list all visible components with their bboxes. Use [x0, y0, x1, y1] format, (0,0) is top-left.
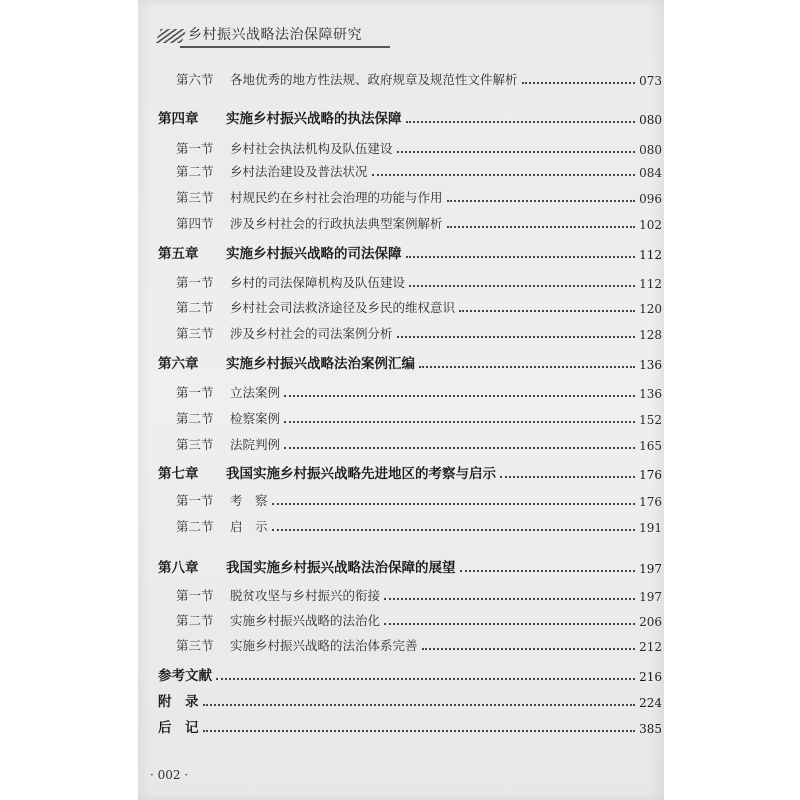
toc-entry-number: 第二节 [176, 164, 214, 179]
toc-entry-number: 第二节 [176, 411, 214, 426]
toc-entry-title: 我国实施乡村振兴战略法治保障的展望 [226, 560, 456, 576]
toc-dot-leader [397, 151, 636, 153]
toc-section-entry [176, 68, 662, 88]
toc-entry-title: 实施乡村振兴战略的法治化 [230, 613, 381, 628]
toc-chapter-entry [158, 352, 662, 372]
toc-entry-page: 197 [639, 590, 662, 604]
toc-entry-title: 考 察 [230, 493, 268, 508]
toc-dot-leader [384, 623, 635, 625]
toc-entry-title: 法院判例 [230, 437, 281, 452]
toc-entry-number: 第三节 [176, 190, 214, 205]
toc-dot-leader [384, 598, 635, 600]
toc-section-entry [176, 212, 662, 232]
toc-entry-title: 附 录 [158, 694, 199, 710]
toc-entry-page: 212 [639, 640, 662, 654]
toc-entry-number: 第一节 [176, 493, 214, 508]
toc-chapter-entry [158, 242, 662, 262]
toc-dot-leader [284, 421, 635, 423]
toc-entry-title: 乡村社会执法机构及队伍建设 [230, 141, 393, 156]
toc-entry-title: 我国实施乡村振兴战略先进地区的考察与启示 [226, 466, 496, 482]
toc-entry-number: 第六节 [176, 72, 214, 87]
toc-entry-page: 136 [639, 387, 662, 401]
toc-dot-leader [272, 503, 636, 505]
toc-entry-page: 112 [639, 277, 662, 291]
toc-entry-number: 第八章 [158, 560, 199, 576]
toc-chapter-entry [158, 556, 662, 576]
toc-chapter-entry [158, 664, 662, 684]
toc-chapter-entry [158, 690, 662, 710]
toc-dot-leader [447, 200, 636, 202]
toc-entry-title: 后 记 [158, 720, 199, 736]
toc-dot-leader [406, 256, 636, 258]
toc-dot-leader [272, 529, 636, 531]
toc-dot-leader [284, 447, 635, 449]
toc-entry-page: 176 [639, 495, 662, 509]
toc-entry-number: 第一节 [176, 588, 214, 603]
toc-dot-leader [460, 570, 636, 572]
toc-entry-title: 立法案例 [230, 385, 281, 400]
toc-entry-number: 第五章 [158, 246, 199, 262]
toc-entry-page: 197 [639, 562, 662, 576]
toc-dot-leader [409, 285, 635, 287]
toc-section-entry [176, 634, 662, 654]
toc-entry-page: 080 [639, 143, 662, 157]
toc-entry-page: 385 [639, 722, 662, 736]
toc-entry-title: 涉及乡村社会的行政执法典型案例解析 [230, 216, 443, 231]
toc-dot-leader [419, 366, 635, 368]
toc-dot-leader [284, 395, 635, 397]
toc-entry-page: 216 [639, 670, 662, 684]
toc-entry-title: 涉及乡村社会的司法案例分析 [230, 326, 393, 341]
toc-entry-title: 脱贫攻坚与乡村振兴的衔接 [230, 588, 381, 603]
toc-entry-number: 第七章 [158, 466, 199, 482]
toc-section-entry [176, 609, 662, 629]
toc-entry-number: 第二节 [176, 613, 214, 628]
toc-entry-page: 165 [639, 439, 662, 453]
toc-section-entry [176, 186, 662, 206]
toc-dot-leader [500, 476, 635, 478]
toc-entry-number: 第一节 [176, 275, 214, 290]
toc-chapter-entry [158, 462, 662, 482]
toc-entry-title: 乡村社会司法救济途径及乡民的维权意识 [230, 300, 456, 315]
toc-entry-page: 136 [639, 358, 662, 372]
toc-entry-number: 第四章 [158, 111, 199, 127]
toc-dot-leader [372, 174, 636, 176]
toc-entry-title: 参考文献 [158, 668, 212, 684]
toc-dot-leader [459, 310, 635, 312]
toc-section-entry [176, 296, 662, 316]
toc-dot-leader [203, 730, 636, 732]
toc-section-entry [176, 322, 662, 342]
toc-entry-page: 102 [639, 218, 662, 232]
toc-entry-page: 120 [639, 302, 662, 316]
toc-entry-page: 096 [639, 192, 662, 206]
toc-section-entry [176, 160, 662, 180]
toc-entry-number: 第二节 [176, 300, 214, 315]
toc-entry-number: 第三节 [176, 437, 214, 452]
toc-entry-title: 乡村法治建设及普法状况 [230, 164, 368, 179]
toc-chapter-entry [158, 107, 662, 127]
toc-entry-number: 第一节 [176, 141, 214, 156]
page-number: · 002 · [150, 768, 189, 782]
toc-section-entry [176, 271, 662, 291]
toc-entry-page: 176 [639, 468, 662, 482]
toc-entry-number: 第一节 [176, 385, 214, 400]
toc-entry-page: 206 [639, 615, 662, 629]
toc-entry-page: 073 [639, 74, 662, 88]
toc-dot-leader [406, 121, 636, 123]
toc-entry-number: 第三节 [176, 638, 214, 653]
toc-entry-title: 实施乡村振兴战略的司法保障 [226, 246, 402, 262]
toc-dot-leader [203, 704, 636, 706]
toc-entry-title: 检察案例 [230, 411, 281, 426]
toc-chapter-entry [158, 716, 662, 736]
toc-entry-title: 启 示 [230, 519, 268, 534]
toc-section-entry [176, 407, 662, 427]
toc-dot-leader [522, 82, 636, 84]
toc-dot-leader [447, 226, 636, 228]
toc-entry-page: 084 [639, 166, 662, 180]
toc-entry-page: 112 [639, 248, 662, 262]
toc-dot-leader [397, 336, 636, 338]
toc-entry-number: 第二节 [176, 519, 214, 534]
toc-entry-title: 实施乡村振兴战略法治案例汇编 [226, 356, 415, 372]
toc-entry-title: 实施乡村振兴战略的执法保障 [226, 111, 402, 127]
toc-entry-title: 实施乡村振兴战略的法治体系完善 [230, 638, 418, 653]
toc-dot-leader [422, 648, 636, 650]
toc-entry-number: 第三节 [176, 326, 214, 341]
toc-entry-page: 080 [639, 113, 662, 127]
toc-entry-page: 224 [639, 696, 662, 710]
toc-entry-page: 191 [639, 521, 662, 535]
toc-entry-number: 第四节 [176, 216, 214, 231]
toc-entry-page: 152 [639, 413, 662, 427]
toc-section-entry [176, 381, 662, 401]
toc-entry-page: 128 [639, 328, 662, 342]
toc-section-entry [176, 137, 662, 157]
toc-section-entry [176, 515, 662, 535]
toc-section-entry [176, 489, 662, 509]
toc-section-entry [176, 433, 662, 453]
toc-entry-number: 第六章 [158, 356, 199, 372]
toc-entry-title: 村规民约在乡村社会治理的功能与作用 [230, 190, 443, 205]
toc-entry-title: 乡村的司法保障机构及队伍建设 [230, 275, 406, 290]
toc-entry-title: 各地优秀的地方性法规、政府规章及规范性文件解析 [230, 72, 518, 87]
toc-section-entry [176, 584, 662, 604]
running-header-title: 乡村振兴战略法治保障研究 [188, 27, 362, 43]
toc-dot-leader [216, 678, 635, 680]
